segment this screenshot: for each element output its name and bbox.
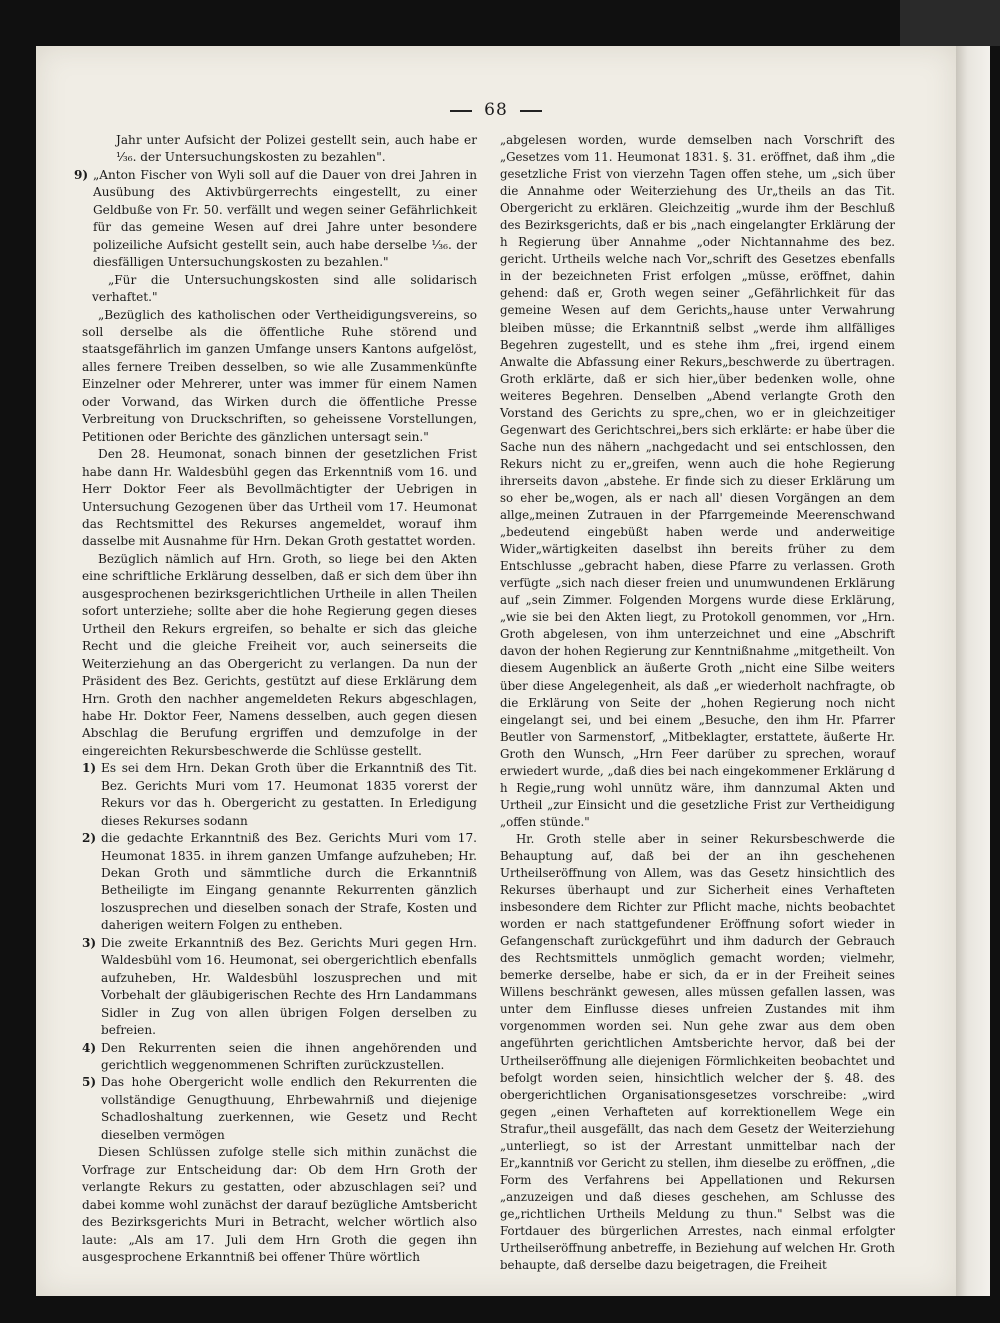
page-header <box>36 100 956 120</box>
paragraph-opening: Jahr unter Aufsicht der Polizei gestellt sein, auch habe er ¹⁄₃₆. der Untersuchungskosten zu bezahlen". <box>116 133 477 165</box>
paragraph-schluessen: Diesen Schlüssen zufolge stelle sich mithin zunächst die Vorfrage zur Entscheidung dar: Ob dem Hrn Groth der verlangte Rekurs zu gestatten, oder abzuschlagen sei? und dabei komme wohl zunächst der darauf bezügliche Amtsbericht des Bezirksgerichts Muri in Betracht, welcher wörtlich also laute: „Als am 17. Juli dem Hrn Groth die gegen ihn ausgesprochene Erkanntniß bei offener Thüre wörtlich <box>82 1145 477 1264</box>
paragraph-heumonat: Den 28. Heumonat, sonach binnen der gesetzlichen Frist habe dann Hr. Waldesbühl gegen das Erkenntniß vom 16. und Herr Doktor Feer als Bevollmächtigter der Uebrigen in Untersuchung Gezogenen über das Urtheil vom 17. Heumonat das Rechtsmittel des Rekurses angemeldet, worauf ihm dasselbe mit Ausnahme für Hrn. Dekan Groth gestattet worden. <box>82 447 477 549</box>
header-dash-left <box>450 110 472 112</box>
list-item-4 <box>82 1040 477 1075</box>
scan-border-top <box>900 0 1000 46</box>
list-item-2 <box>82 830 477 935</box>
list-text: Den Rekurrenten seien die ihnen angehörenden und gerichtlich weggenommenen Schriften zurückzustellen. <box>101 1040 477 1073</box>
paragraph-solidarisch: „Für die Untersuchungskosten sind alle solidarisch verhaftet." <box>92 272 477 305</box>
list-item-3 <box>82 935 477 1040</box>
list-number: 3) <box>82 935 97 950</box>
list-text: „Anton Fischer von Wyli soll auf die Dauer von drei Jahren in Ausübung des Aktivbürgerrechts eingestellt, zu einer Geldbuße von Fr. 50. verfällt und wegen seiner Gefährlichkeit für das gemeine Wesen auf drei Jahre unter besondere polizeiliche Aufsicht gestellt sein, auch habe derselbe ¹⁄₃₆. der diesfälligen Untersuchungskosten zu bezahlen." <box>93 167 477 270</box>
document-page <box>36 46 956 1296</box>
right-column <box>500 132 895 1282</box>
paragraph-groth: Bezüglich nämlich auf Hrn. Groth, so liege bei den Akten eine schriftliche Erklärung desselben, daß er sich dem über ihn ausgesprochenen bezirksgerichtlichen Urtheile in allen Theilen sofort unterziehe; sollte aber die hohe Regierung gegen dieses Urtheil den Rekurs ergreifen, so behalte er sich das gleiche Recht und die gleiche Freiheit vor, auch seinerseits die Weiterziehung an das Obergericht zu verlangen. Da nun der Präsident des Bez. Gerichts, gestützt auf diese Erklärung dem Hrn. Groth den nachher angemeldeten Rekurs abgeschlagen, habe Hr. Doktor Feer, Namens desselben, auch gegen diesen Abschlag die Berufung ergriffen und demzufolge in der eingereichten Rekursbeschwerde die Schlüsse gestellt. <box>82 551 477 758</box>
list-number: 9) <box>74 167 89 182</box>
list-number: 5) <box>82 1075 97 1090</box>
paragraph-verein: „Bezüglich des katholischen oder Vertheidigungsvereins, so soll derselbe als die öffentliche Ruhe störend und staatsgefährlich im ganzen Umfange unsers Kantons aufgelöst, alles fernere Treiben desselben, so wie alle Zusammenkünfte Einzelner oder Mehrerer, unter was immer für einem Namen oder Vorwand, das Wirken durch die öffentliche Presse Verbreitung von Druckschriften, so geheissene Vorstellungen, Petitionen oder Berichte des gänzlichen untersagt sein." <box>82 307 477 444</box>
list-item-9 <box>74 167 477 272</box>
paragraph-groth-stelle: Hr. Groth stelle aber in seiner Rekursbeschwerde die Behauptung auf, daß bei der an ihn geschehenen Urtheilseröffnung von Allem, was das Gesetz hinsichtlich des Rekurses überhaupt und zur Sicherheit eines Verhafteten insbesondere dem Richter zur Pflicht mache, nichts beobachtet worden er nach stattgefundener Eröffnung sofort wieder in Gefangenschaft zurückgeführt und ihm dadurch der Gebrauch des Rechtsmittels unmöglich gemacht worden; vielmehr, bemerke derselbe, habe er sich, da er in der Freiheit seines Willens beschränkt gewesen, alles müssen gefallen lassen, was unter dem Einflusse dieses unfreien Zustandes mit ihm vorgenommen worden sei. Nun gehe zwar aus dem oben angeführten gerichtlichen Amtsberichte hervor, daß bei der Urtheilseröffnung alle diejenigen Förmlichkeiten beobachtet und befolgt worden seien, hinsichtlich welcher der §. 48. des obergerichtlichen Organisationsgesetzes vorschreibe: „wird gegen „einen Verhafteten auf korrektionellem Wege ein Strafur„theil ausgefällt, das nach dem Gesetz der Weiterziehung „unterliegt, so ist der Arrestant unmittelbar nach der Er„kanntniß vor Gericht zu stellen, ihm dieselbe zu eröffnen, „die Form des Verfahrens bei Appellationen und Rekursen „anzuzeigen und daß dieses geschehen, am Schlusse des ge„richtlichen Urtheils Meldung zu thun." Selbst was die Fortdauer des bürgerlichen Arrestes, nach einmal erfolgter Urtheilseröffnung anbetreffe, in Beziehung auf welchen Hr. Groth behaupte, daß derselbe dazu beigetragen, die Freiheit <box>500 831 895 1273</box>
left-column <box>74 132 477 1282</box>
list-number: 4) <box>82 1040 97 1055</box>
list-item-5 <box>82 1074 477 1144</box>
list-item-1 <box>82 760 477 830</box>
list-text: Es sei dem Hrn. Dekan Groth über die Erkanntniß des Tit. Bez. Gerichts Muri vom 17. Heumonat 1835 vorerst der Rekurs vor das h. Obergericht zu gestatten. In Erledigung dieses Rekurses sodann <box>101 761 477 828</box>
page-number: 68 <box>484 100 508 120</box>
list-text: Das hohe Obergericht wolle endlich den Rekurrenten die vollständige Genugthuung, Ehrbewahrniß und diejenige Schadloshaltung zuerkennen, wie Gesetz und Recht dieselben vermögen <box>101 1075 477 1142</box>
page-edge <box>956 46 990 1296</box>
list-number: 1) <box>82 761 97 776</box>
list-number: 2) <box>82 831 97 846</box>
list-text: Die zweite Erkanntniß des Bez. Gerichts Muri gegen Hrn. Waldesbühl vom 16. Heumonat, sei obergerichtlich ebenfalls aufzuheben, Hr. Waldesbühl loszusprechen und mit Vorbehalt der gläubigerischen Rechte des Hrn Landammans Sidler in Zug von allen übrigen Folgen derselben zu befreien. <box>101 935 477 1038</box>
list-text: die gedachte Erkanntniß des Bez. Gerichts Muri vom 17. Heumonat 1835. in ihrem ganzen Umfange aufzuheben; Hr. Dekan Groth und sämmtliche durch die Erkanntniß Betheiligte im Eingang genannte Rekurrenten gänzlich loszusprechen und dieselben sonach der Strafe, Kosten und daherigen weitern Folgen zu entheben. <box>101 831 477 933</box>
header-dash-right <box>520 110 542 112</box>
paragraph-abgelesen: „abgelesen worden, wurde demselben nach Vorschrift des „Gesetzes vom 11. Heumonat 1831. §. 31. eröffnet, daß ihm „die gesetzliche Frist von vierzehn Tagen offen stehe, um „sich über die Annahme oder Weiterziehung des Ur„theils an das Tit. Obergericht zu erklären. Gleichzeitig „wurde ihm der Beschluß des Bezirksgerichts, daß er bis „nach eingelangter Erklärung der h Regierung über Annahme „oder Nichtannahme des bez. gericht. Urtheils welche nach Vor„schrift des Gesetzes ebenfalls in der bezeichneten Frist erfolgen „müsse, eröffnet, dahin gehend: daß er, Groth wegen seiner „Gefährlichkeit für das gemeine Wesen auf dem Gerichts„hause unter Verwahrung bleiben müsse; die Erkanntniß selbst „werde ihm allfälliges Begehren zugestellt, und es stehe ihm „frei, irgend einem Anwalte die Abfassung einer Rekurs„beschwerde zu übertragen. Groth erklärte, daß er sich hier„über bedenken wolle, ohne weiteres Begehren. Denselben „Abend verlangte Groth den Vorstand des Gerichts zu spre„chen, wo er in gleichzeitiger Gegenwart des Gerichtschrei„bers sich erklärte: er habe über die Sache nun des nähern „nachgedacht und sei entschlossen, den Rekurs nicht zu er„greifen, wenn auch die hohe Regierung ihrerseits davon „abstehe. Er finde sich zu dieser Erklärung um so eher be„wogen, als er nach all' diesen Vorgängen an dem allge„meinen Zutrauen in der Pfarrgemeinde Meerenschwand „bedeutend eingebüßt haben werde und anderweitige Wider„wärtigkeiten daselbst ihn bereits früher zu dem Entschlusse „gebracht haben, diese Pfarre zu verlassen. Groth verfügte „sich nach dieser freien und unumwundenen Erklärung auf „sein Zimmer. Folgenden Morgens wurde diese Erklärung, „wie sie bei den Akten liegt, zu Protokoll genommen, vor „Hrn. Groth abgelesen, von ihm unterzeichnet und eine „Abschrift davon der hohen Regierung zur Kenntnißnahme „mitgetheilt. Von diesem Augenblick an äußerte Groth „nicht eine Silbe weiters über diese Angelegenheit, als daß „er wiederholt nachfragte, ob die Erklärung von Seite der „hohen Regierung noch nicht eingelangt sei, und bei einem „Besuche, den ihm Hr. Pfarrer Beutler von Sarmenstorf, „Mitbeklagter, erstattete, äußerte Hr. Groth den Wunsch, „Hrn Feer darüber zu sprechen, worauf erwiedert wurde, „daß dies bei nach eingekommener Erklärung d h Regie„rung wohl unnütz wäre, ihm dannzumal Akten und Urtheil „zur Einsicht und die gesetzliche Frist zur Vertheidigung „offen stünde." <box>500 133 895 829</box>
